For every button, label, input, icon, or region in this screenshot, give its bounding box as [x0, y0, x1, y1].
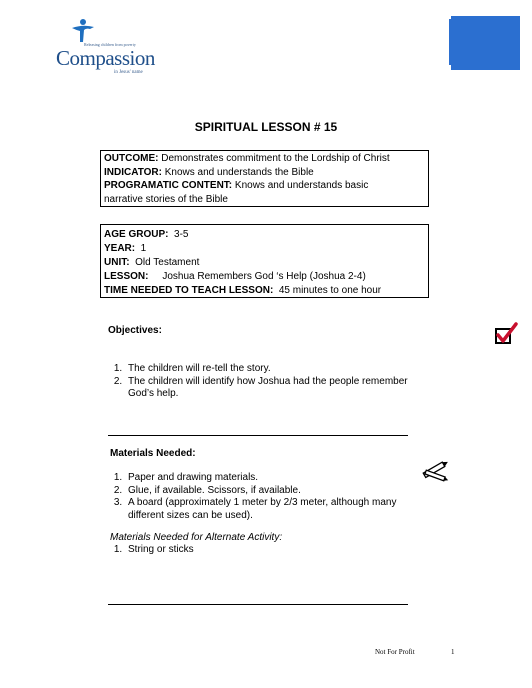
divider-line [108, 435, 408, 436]
alternate-materials-list [110, 544, 410, 557]
outcome-text: Demonstrates commitment to the Lordship of Christ [158, 153, 390, 164]
outcome-label: OUTCOME: [104, 153, 159, 164]
list-item: 1. The children will re-tell the story. [125, 363, 410, 376]
age-value: 3-5 [168, 229, 189, 240]
page-title: SPIRITUAL LESSON # 15 [194, 120, 338, 134]
logo-tagline: Releasing children from poverty [84, 42, 136, 47]
blue-decor-block [451, 16, 520, 70]
outcome-box [100, 150, 429, 207]
year-value: 1 [135, 243, 147, 254]
indicator-line [104, 166, 425, 180]
age-label: AGE GROUP: [104, 229, 169, 240]
objectives-heading: Objectives: [108, 325, 162, 336]
indicator-text: Knows and understands the Bible [161, 166, 314, 178]
alternate-materials-heading: Materials Needed for Alternate Activity: [110, 532, 283, 543]
list-item: 2. Glue, if available. Scissors, if available. [125, 485, 420, 498]
lesson-line [104, 270, 425, 284]
checkbox-checkmark-icon [494, 322, 518, 346]
page-number: 1 [451, 648, 455, 656]
content-text-1: Knows and understands basic [232, 180, 369, 191]
footer-text: Not For Profit [375, 648, 415, 656]
time-label: TIME NEEDED TO TEACH LESSON: [104, 285, 274, 296]
list-item: 3. A board (approximately 1 meter by 2/3 meter, although many different sizes can be used). [125, 497, 420, 522]
age-line [104, 228, 425, 242]
year-line [104, 242, 425, 256]
indicator-label: INDICATOR: [104, 166, 162, 178]
list-item: 1. String or sticks [125, 544, 410, 557]
content-label: PROGRAMATIC CONTENT: [104, 180, 233, 191]
list-item: 1. Paper and drawing materials. [125, 472, 420, 485]
materials-list [110, 472, 420, 522]
logo-brand: Compassion [56, 46, 155, 70]
pencil-crayon-icon [420, 458, 454, 484]
objectives-list [110, 363, 410, 401]
time-value: 45 minutes to one hour [273, 285, 382, 296]
list-item: 2. The children will identify how Joshua had the people remember God’s help. [125, 376, 410, 401]
time-line [104, 284, 425, 298]
lesson-value: Joshua Remembers God ‘s Help (Joshua 2-4) [148, 271, 366, 282]
logo-subtitle: in Jesus' name [114, 70, 143, 75]
lesson-label: LESSON: [104, 271, 149, 282]
compassion-logo [56, 18, 176, 75]
lesson-info-box [100, 224, 429, 298]
figure-logo-icon [70, 18, 96, 44]
year-label: YEAR: [104, 243, 136, 254]
content-line [104, 179, 425, 193]
unit-value: Old Testament [129, 257, 200, 268]
content-line-2: narrative stories of the Bible [104, 193, 228, 205]
unit-line [104, 256, 425, 270]
divider-line [108, 604, 408, 605]
outcome-line [104, 152, 425, 166]
materials-heading: Materials Needed: [110, 448, 196, 459]
unit-label: UNIT: [104, 257, 130, 268]
